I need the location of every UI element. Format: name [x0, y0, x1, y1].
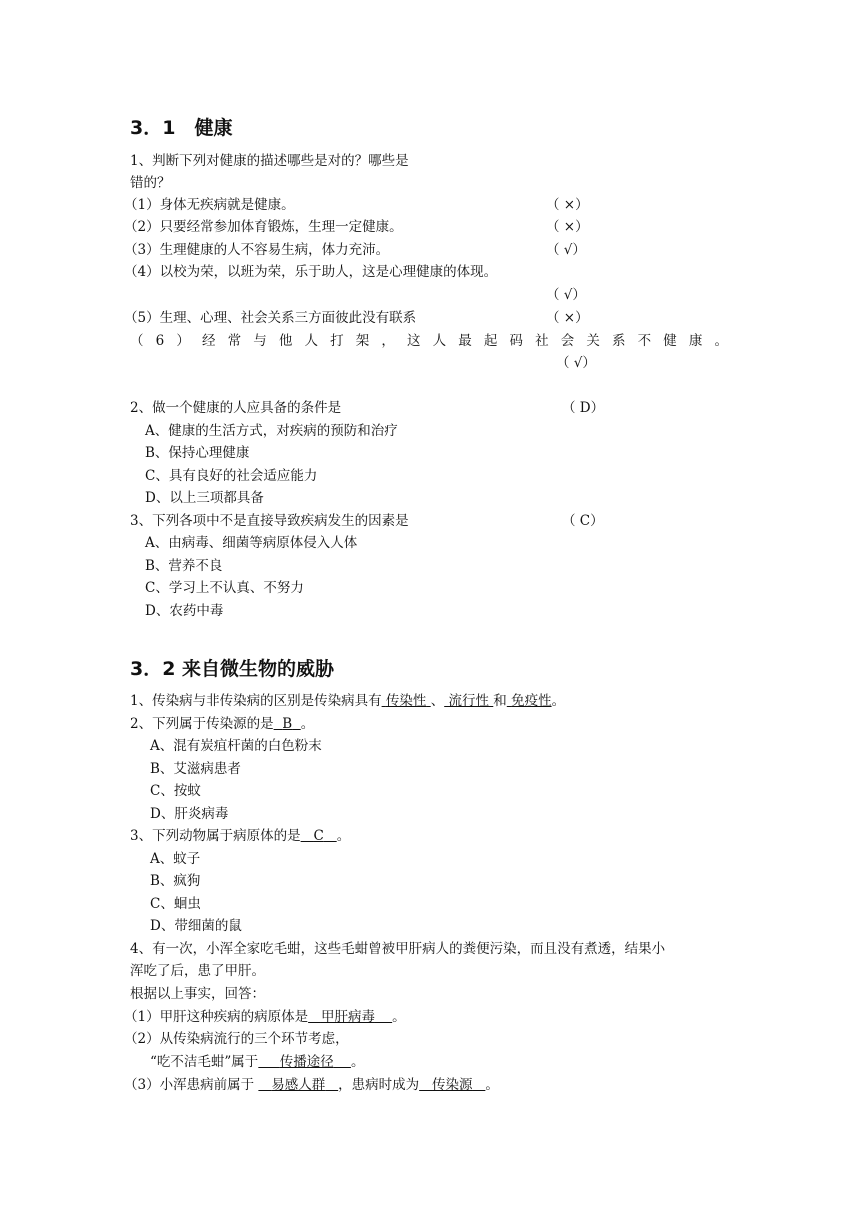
q1-item-6-char: 最 — [458, 333, 472, 349]
s2-q1-blank3: 免疫性 — [511, 693, 552, 709]
s2-q2-prefix: 2、下列属于传染源的是 — [130, 716, 274, 732]
section-heading-health: 3．1 健康 — [130, 117, 233, 139]
q1-item-6-char: 健 — [663, 333, 677, 349]
s2-q3-blank: C — [313, 828, 324, 844]
q1-item-6-char: 关 — [586, 333, 600, 349]
s2-q4-p1-prefix: （1）甲肝这种疾病的病原体是 — [124, 1009, 309, 1025]
s2-q4-p1-suffix: 。 — [392, 1009, 406, 1025]
q2-option-c: C、具有良好的社会适应能力 — [145, 468, 318, 484]
s2-q3-option-d: D、带细菌的鼠 — [150, 918, 242, 934]
s2-q4-part2-line2 — [150, 1053, 364, 1071]
q1-item-6-char: 经 — [201, 333, 216, 349]
s2-q4-p2-prefix: “吃不洁毛蚶”属于 — [150, 1054, 259, 1070]
s2-q3-option-c: C、蛔虫 — [150, 896, 201, 912]
q1-item-6-char: 这 — [406, 333, 421, 349]
q3-stem: 3、下列各项中不是直接导致疾病发生的因素是 — [130, 513, 409, 529]
q3-option-b: B、营养不良 — [145, 558, 223, 574]
s2-q4-line2: 浑吃了后，患了甲肝。 — [130, 963, 265, 979]
q1-item-6-char: （ — [130, 333, 144, 349]
q1-item-4: （4）以校为荣，以班为荣，乐于助人，这是心理健康的体现。 — [124, 264, 498, 280]
q1-item-6-char: 人 — [432, 333, 447, 349]
s2-q3-option-a: A、蚊子 — [150, 851, 201, 867]
q3-option-c: C、学习上不认真、不努力 — [145, 580, 304, 596]
q1-item-6-char: ） — [176, 333, 190, 349]
q3-option-d: D、农药中毒 — [145, 603, 224, 619]
s2-q3-suffix: 。 — [336, 828, 351, 844]
s2-q2-option-b: B、艾滋病患者 — [150, 761, 241, 777]
q1-item-6-char: 社 — [535, 333, 549, 349]
s2-q4-p3-mid: ，患病时成为 — [338, 1077, 420, 1093]
s2-q2-option-c: C、按蚊 — [150, 783, 201, 799]
s2-q3-option-b: B、疯狗 — [150, 873, 201, 889]
q1-item-6 — [130, 332, 728, 350]
section-heading-microbes: 3．2 来自微生物的威胁 — [130, 658, 335, 680]
s2-q3-prefix: 3、下列动物属于病原体的是 — [130, 828, 301, 844]
q1-item-6-char: 会 — [560, 333, 575, 349]
s2-q1-blank2: 流行性 — [448, 693, 489, 709]
q1-item-6-char: 6 — [155, 333, 165, 349]
q1-item-6-char: 与 — [253, 333, 267, 349]
s2-q4-p3-suffix: 。 — [485, 1077, 499, 1093]
q1-item-6-char: 系 — [611, 333, 626, 349]
s2-q4-part3 — [124, 1076, 499, 1094]
q1-item-1: （1）身体无疾病就是健康。 — [124, 197, 295, 213]
s2-q1-blank1: 传染性 — [385, 693, 427, 709]
s2-q4-p3-prefix: （3）小浑患病前属于 — [124, 1077, 255, 1093]
q2-answer: （ D） — [562, 400, 605, 416]
q1-item-6-char: 常 — [227, 333, 242, 349]
s2-q2-option-a: A、混有炭疽杆菌的白色粉末 — [150, 738, 322, 754]
q1-item-5-answer: （ ×） — [546, 310, 589, 326]
q1-item-5: （5）生理、心理、社会关系三方面彼此没有联系 — [124, 310, 417, 326]
q1-stem-line2: 错的？ — [130, 175, 171, 191]
s2-q3 — [130, 827, 350, 845]
q3-answer: （ C） — [562, 513, 604, 529]
q1-item-6-char: ， — [381, 333, 395, 349]
q3-option-a: A、由病毒、细菌等病原体侵入人体 — [145, 535, 358, 551]
q1-item-2: （2）只要经常参加体育锻炼，生理一定健康。 — [124, 219, 403, 235]
s2-q4-part1 — [124, 1008, 406, 1026]
s2-q2-suffix: 。 — [300, 716, 315, 732]
s2-q1-sep2: 和 — [493, 693, 507, 709]
s2-q4-line3: 根据以上事实，回答： — [130, 986, 265, 1002]
s2-q1-sep1: 、 — [430, 693, 445, 709]
q1-item-6-char: 人 — [304, 333, 318, 349]
q2-option-b: B、保持心理健康 — [145, 445, 250, 461]
s2-q1 — [130, 692, 565, 710]
q1-item-6-char: 不 — [637, 333, 652, 349]
q1-item-6-answer: （ √） — [556, 355, 596, 371]
q1-item-6-char: 起 — [483, 333, 498, 349]
q1-item-6-char: 架 — [355, 333, 370, 349]
s2-q1-prefix: 1、传染病与非传染病的区别是传染病具有 — [130, 693, 382, 709]
q1-item-6-char: 码 — [509, 333, 523, 349]
q2-option-a: A、健康的生活方式，对疾病的预防和治疗 — [145, 423, 398, 439]
q1-item-3-answer: （ √） — [546, 242, 586, 258]
s2-q2 — [130, 715, 314, 733]
q1-item-4-answer: （ √） — [546, 287, 586, 303]
q1-item-6-char: 他 — [278, 333, 293, 349]
q1-item-6-char: 打 — [330, 333, 344, 349]
s2-q2-option-d: D、肝炎病毒 — [150, 806, 229, 822]
q1-item-6-char: 。 — [714, 333, 728, 349]
q1-item-2-answer: （ ×） — [546, 219, 589, 235]
q1-item-6-char: 康 — [688, 333, 703, 349]
s2-q4-p3-blank2: 传染源 — [432, 1077, 473, 1093]
q2-option-d: D、以上三项都具备 — [145, 490, 264, 506]
s2-q4-p3-blank1: 易感人群 — [271, 1077, 326, 1093]
s2-q4-p2-suffix: 。 — [350, 1054, 365, 1070]
s2-q4-p2-blank: 传播途径 — [279, 1054, 334, 1070]
q1-item-3: （3）生理健康的人不容易生病，体力充沛。 — [124, 242, 390, 258]
s2-q4-p1-blank: 甲肝病毒 — [320, 1009, 375, 1025]
q2-stem: 2、做一个健康的人应具备的条件是 — [130, 400, 342, 416]
s2-q4-part2-line1: （2）从传染病流行的三个环节考虑， — [124, 1031, 349, 1047]
s2-q2-blank: B — [282, 716, 293, 732]
q1-item-1-answer: （ ×） — [546, 197, 589, 213]
s2-q4-line1: 4、有一次，小浑全家吃毛蚶，这些毛蚶曾被甲肝病人的粪便污染，而且没有煮透，结果小 — [130, 941, 666, 957]
s2-q1-suffix: 。 — [551, 693, 566, 709]
q1-stem-line1: 1、判断下列对健康的描述哪些是对的？哪些是 — [130, 153, 409, 169]
